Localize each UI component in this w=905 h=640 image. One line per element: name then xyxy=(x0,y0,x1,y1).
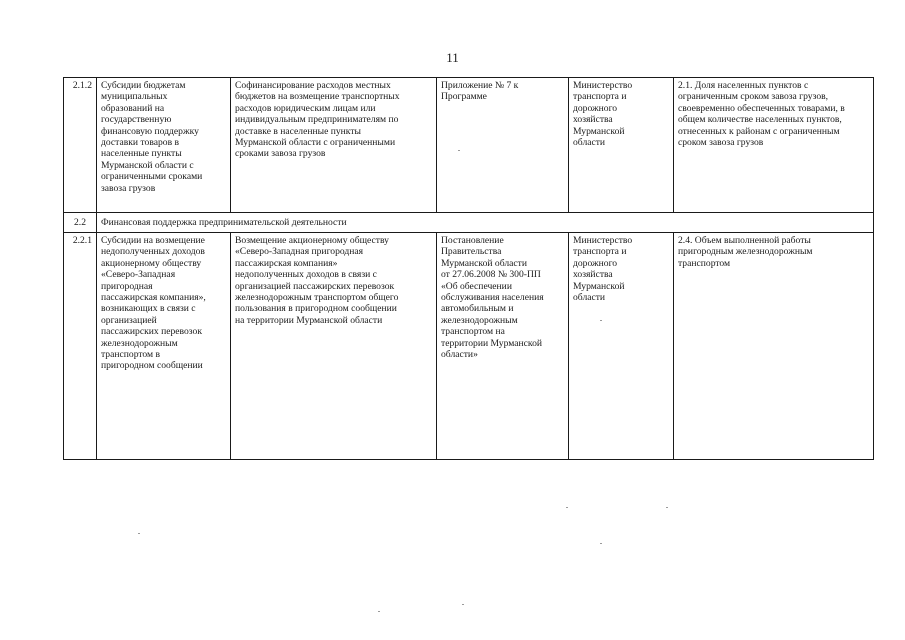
page-number: 11 xyxy=(446,50,459,65)
table-row xyxy=(64,78,874,213)
row-number: 2.2.1 xyxy=(64,233,97,460)
measure-name: Субсидии бюджетам муниципальных образований на государственную финансовую поддержку доставки товаров в населенные пункты Мурманской области с ограниченными сроками завоза грузов xyxy=(97,78,231,213)
responsible-organization: Министерство транспорта и дорожного хозяйства Мурманской области xyxy=(569,233,674,460)
scan-speck xyxy=(458,150,460,151)
legal-document: Приложение № 7 к Программе xyxy=(437,78,569,213)
target-indicator: 2.4. Объем выполненной работы пригородным железнодорожным транспортом xyxy=(674,233,874,460)
section-number: 2.2 xyxy=(64,213,97,233)
scan-speck xyxy=(378,611,380,612)
scan-speck xyxy=(462,604,464,605)
section-row xyxy=(64,213,874,233)
scan-speck xyxy=(566,507,568,508)
scan-speck xyxy=(138,533,140,534)
responsible-organization: Министерство транспорта и дорожного хозяйства Мурманской области xyxy=(569,78,674,213)
measure-description: Софинансирование расходов местных бюджетов на возмещение транспортных расходов юридическим лицам или индивидуальным предпринимателям по доставке в населенные пункты Мурманской области с ограниченными сроками завоза грузов xyxy=(231,78,437,213)
target-indicator: 2.1. Доля населенных пунктов с ограниченным сроком завоза грузов, своевременно обеспеченных товарами, в общем количестве населенных пунктов, отнесенных к районам с ограниченным сроком завоза грузов xyxy=(674,78,874,213)
measure-name: Субсидии на возмещение недополученных доходов акционерному обществу «Северо-Западная пригородная пассажирская компания», возникающих в связи с организацией пассажирских перевозок железнодорожным транспортом в пригородном сообщении xyxy=(97,233,231,460)
section-title: Финансовая поддержка предпринимательской деятельности xyxy=(97,213,874,233)
scan-speck xyxy=(600,320,602,321)
scan-speck xyxy=(666,507,668,508)
measure-description: Возмещение акционерному обществу «Северо-Западная пригородная пассажирская компания» недополученных доходов в связи с организацией пассажирских перевозок железнодорожным транспортом общего пользования в пригородном сообщении на территории Мурманской области xyxy=(231,233,437,460)
row-number: 2.1.2 xyxy=(64,78,97,213)
legal-document: Постановление Правительства Мурманской области от 27.06.2008 № 300-ПП «Об обеспечении обслуживания населения автомобильным и железнодорожным транспортом на территории Мурманской области» xyxy=(437,233,569,460)
scan-speck xyxy=(600,543,602,544)
measures-table xyxy=(63,77,874,460)
table-row xyxy=(64,233,874,460)
